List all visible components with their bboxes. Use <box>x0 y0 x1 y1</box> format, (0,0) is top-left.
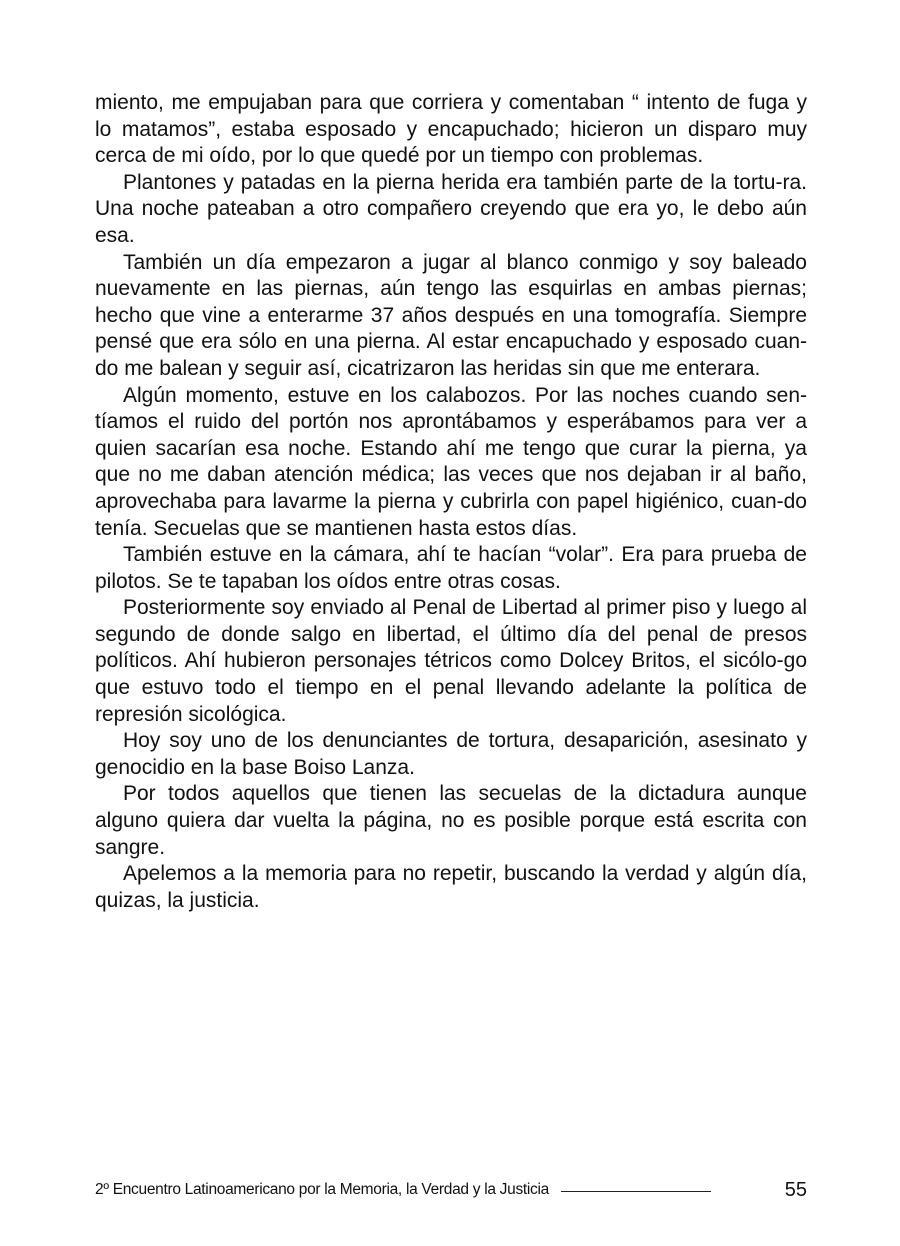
footer-rule <box>561 1191 711 1192</box>
paragraph-6: Posteriormente soy enviado al Penal de Libertad al primer piso y luego al segundo de donde salgo en libertad, el último día del penal de presos políticos. Ahí hubieron personajes tétricos como Dolcey Britos, el sicólo-go que estuvo todo el tiempo en el penal llevando adelante la política de represión sicológica. <box>95 596 807 726</box>
paragraph-4: Algún momento, estuve en los calabozos. Por las noches cuando sen-tíamos el ruido del portón nos aprontábamos y esperábamos para ver a quien sacarían esa noche. Estando ahí me tengo que curar la pierna, ya que no me daban atención médica; las veces que nos dejaban ir al baño, aprovechaba para lavarme la pierna y cubrirla con papel higiénico, cuan-do tenía. Secuelas que se mantienen hasta estos días. <box>95 383 807 540</box>
paragraph-1: miento, me empujaban para que corriera y comentaban “ intento de fuga y lo matamos”, estaba esposado y encapuchado; hicieron un disparo muy cerca de mi oído, por lo que quedé por un tiempo con problemas. <box>95 91 807 168</box>
page-footer <box>95 1178 807 1202</box>
paragraph-9: Apelemos a la memoria para no repetir, buscando la verdad y algún día, quizas, la justicia. <box>95 862 807 912</box>
footer-title: 2º Encuentro Latinoamericano por la Memoria, la Verdad y la Justicia <box>95 1181 549 1198</box>
paragraph-3: También un día empezaron a jugar al blanco conmigo y soy baleado nuevamente en las piernas, aún tengo las esquirlas en ambas piernas; hecho que vine a enterarme 37 años después en una tomografía. Siempre pensé que era sólo en una pierna. Al estar encapuchado y esposado cuan-do me balean y seguir así, cicatrizaron las heridas sin que me enterara. <box>95 250 807 380</box>
paragraph-8: Por todos aquellos que tienen las secuelas de la dictadura aunque alguno quiera dar vuelta la página, no es posible porque está escrita con sangre. <box>95 782 807 859</box>
page-number: 55 <box>784 1178 807 1201</box>
paragraph-5: También estuve en la cámara, ahí te hacían “volar”. Era para prueba de pilotos. Se te tapaban los oídos entre otras cosas. <box>95 543 807 593</box>
page-body <box>95 90 807 914</box>
paragraph-2: Plantones y patadas en la pierna herida era también parte de la tortu-ra. Una noche pateaban a otro compañero creyendo que era yo, le debo aún esa. <box>95 170 807 247</box>
paragraph-7: Hoy soy uno de los denunciantes de tortura, desaparición, asesinato y genocidio en la base Boiso Lanza. <box>95 729 807 779</box>
